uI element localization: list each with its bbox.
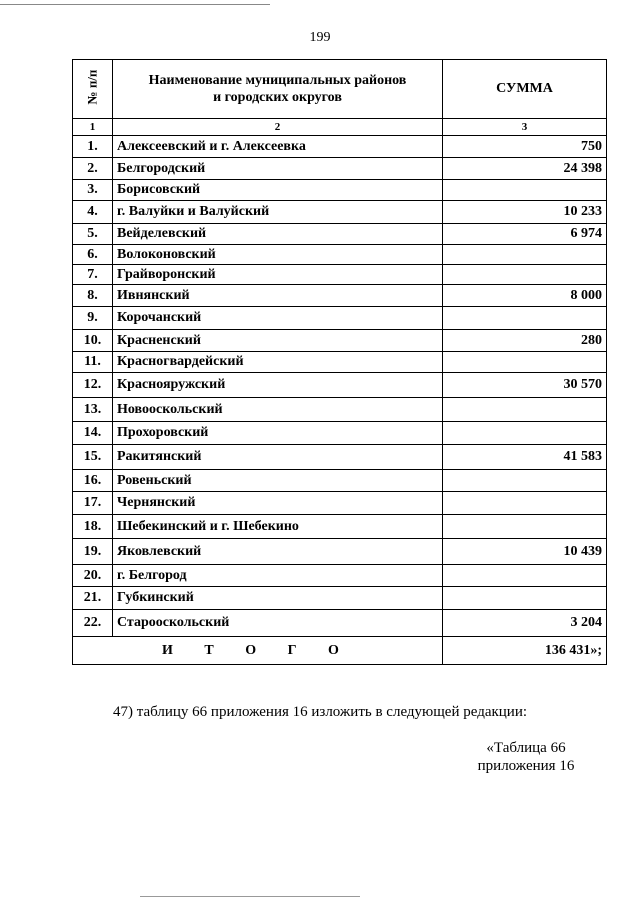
row-name: Губкинский [113,587,443,610]
row-num: 1. [73,136,113,158]
row-num: 3. [73,180,113,201]
row-num: 10. [73,330,113,352]
row-sum: 280 [443,330,607,352]
table-row [73,224,607,245]
row-sum: 10 439 [443,539,607,565]
table-row [73,201,607,224]
row-name: Белгородский [113,158,443,180]
row-sum [443,492,607,515]
header-name-line2: и городских округов [213,90,342,105]
table-row [73,587,607,610]
row-sum [443,352,607,373]
top-rule [0,4,270,5]
row-num: 7. [73,265,113,285]
table-row [73,422,607,445]
table-row [73,265,607,285]
row-name: Вейделевский [113,224,443,245]
bottom-rule [140,896,360,897]
row-num: 17. [73,492,113,515]
row-sum [443,565,607,587]
row-name: г. Валуйки и Валуйский [113,201,443,224]
row-name: Прохоровский [113,422,443,445]
row-sum [443,470,607,492]
table-row [73,565,607,587]
row-name: г. Белгород [113,565,443,587]
row-num: 21. [73,587,113,610]
table-row [73,180,607,201]
row-name: Новооскольский [113,398,443,422]
row-name: Красненский [113,330,443,352]
caption-line2: приложения 16 [477,758,575,774]
table-row [73,136,607,158]
row-sum: 3 204 [443,610,607,637]
table-row [73,398,607,422]
table-body [73,136,607,637]
row-name: Волоконовский [113,245,443,265]
row-num: 11. [73,352,113,373]
row-sum: 24 398 [443,158,607,180]
table-row [73,245,607,265]
column-index: 1 [73,119,113,136]
amendment-paragraph: 47) таблицу 66 приложения 16 изложить в следующей редакции: [112,704,528,720]
row-num: 20. [73,565,113,587]
row-num: 12. [73,373,113,398]
table-row [73,330,607,352]
row-num: 2. [73,158,113,180]
table-row [73,352,607,373]
caption-line1: «Таблица 66 [486,740,566,756]
row-name: Ракитянский [113,445,443,470]
table-row [73,492,607,515]
row-num: 13. [73,398,113,422]
column-index: 3 [443,119,607,136]
total-sum: 136 431»; [443,637,607,665]
table-header-row [73,60,607,119]
row-name: Алексеевский и г. Алексеевка [113,136,443,158]
header-name-line1: Наименование муниципальных районов [148,73,407,88]
row-sum [443,515,607,539]
row-sum [443,180,607,201]
table-row [73,539,607,565]
row-num: 9. [73,307,113,330]
table-row [73,610,607,637]
row-sum: 41 583 [443,445,607,470]
row-name: Ивнянский [113,285,443,307]
header-num [73,60,113,119]
column-index-row [73,119,607,136]
row-name: Грайворонский [113,265,443,285]
row-name: Старооскольский [113,610,443,637]
row-sum [443,265,607,285]
row-name: Красногвардейский [113,352,443,373]
row-name: Чернянский [113,492,443,515]
table-row [73,470,607,492]
row-name: Борисовский [113,180,443,201]
table-row [73,373,607,398]
row-name: Шебекинский и г. Шебекино [113,515,443,539]
row-sum [443,398,607,422]
row-num: 19. [73,539,113,565]
row-sum [443,422,607,445]
header-sum: СУММА [443,60,607,119]
row-num: 18. [73,515,113,539]
row-sum: 750 [443,136,607,158]
row-num: 4. [73,201,113,224]
table-caption [466,739,586,775]
row-name: Краснояружский [113,373,443,398]
row-sum: 6 974 [443,224,607,245]
row-sum: 30 570 [443,373,607,398]
table-row [73,307,607,330]
appropriation-table [72,59,607,665]
header-num-label: № п/п [84,69,100,105]
row-sum [443,307,607,330]
row-num: 14. [73,422,113,445]
row-num: 15. [73,445,113,470]
table-row [73,285,607,307]
table-row [73,515,607,539]
row-num: 8. [73,285,113,307]
total-label: И Т О Г О [73,637,443,665]
row-name: Корочанский [113,307,443,330]
table-row [73,158,607,180]
total-row [73,637,607,665]
row-name: Яковлевский [113,539,443,565]
table-row [73,445,607,470]
row-num: 5. [73,224,113,245]
column-index: 2 [113,119,443,136]
header-name [113,60,443,119]
row-num: 6. [73,245,113,265]
page-number: 199 [309,30,331,45]
row-sum: 10 233 [443,201,607,224]
row-num: 16. [73,470,113,492]
row-sum [443,245,607,265]
row-num: 22. [73,610,113,637]
row-name: Ровеньский [113,470,443,492]
row-sum [443,587,607,610]
row-sum: 8 000 [443,285,607,307]
